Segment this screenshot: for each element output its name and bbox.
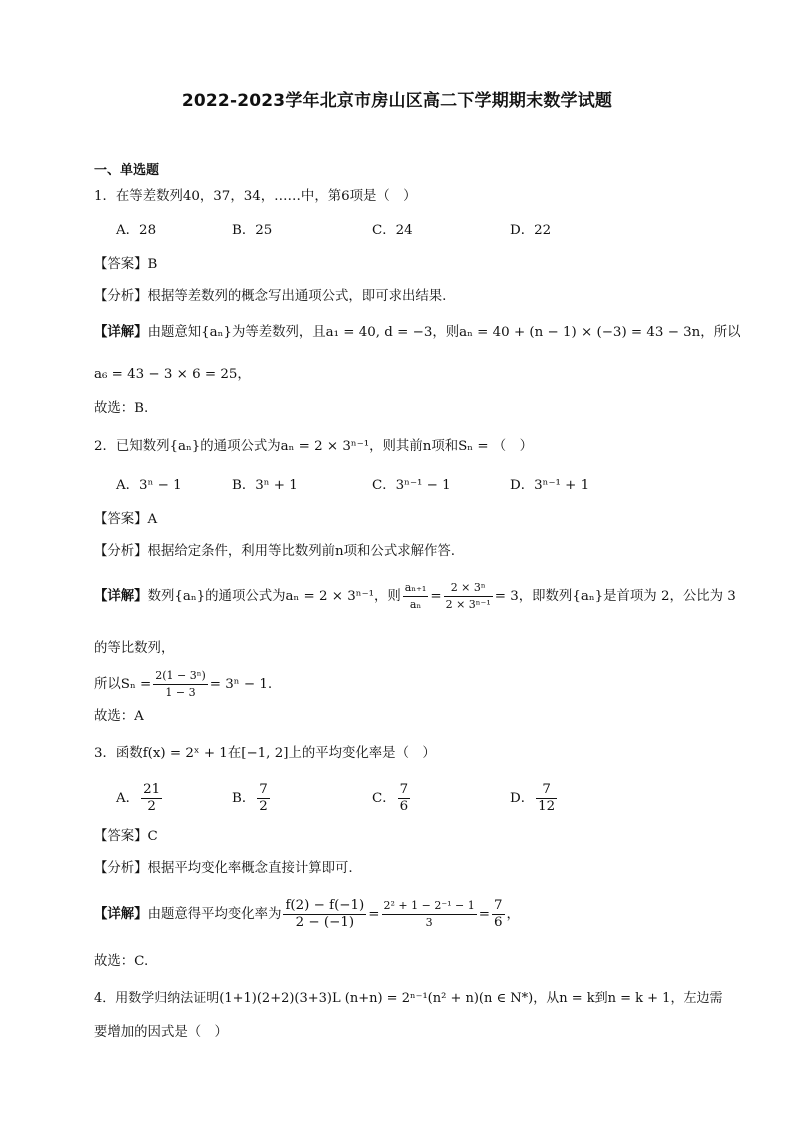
q3-choose: 故选：C. xyxy=(94,954,149,969)
q1-detail-tag: 【详解】 xyxy=(94,325,148,340)
q3-option-d-label: D． xyxy=(510,791,535,806)
q3-option-a-denominator: 2 xyxy=(147,799,156,814)
q3-option-d-denominator: 12 xyxy=(538,799,556,814)
q3-option-d-fraction xyxy=(536,782,557,815)
q3-option-a xyxy=(116,782,164,815)
q1-option-b: B．25 xyxy=(232,223,273,238)
q4-stem-line1: 4．用数学归纳法证明(1+1)(2+2)(3+3)L (n+n) = 2ⁿ⁻¹(n² + n)(n ∈ N*)，从n = k到n = k + 1，左边需 xyxy=(94,991,723,1006)
q3-fraction-c xyxy=(492,898,505,931)
q1-option-d: D．22 xyxy=(510,223,552,238)
q2-frac1-denominator: aₙ xyxy=(409,598,422,611)
q3-option-b-denominator: 2 xyxy=(259,799,268,814)
q3-option-c-denominator: 6 xyxy=(399,799,409,814)
q3-option-c xyxy=(372,782,412,815)
q3-option-a-numerator: 21 xyxy=(143,782,161,797)
q3-option-b xyxy=(232,782,272,815)
q2-frac1-numerator: aₙ₊₁ xyxy=(403,580,429,597)
q3-option-c-label: C． xyxy=(372,791,396,806)
q2-analysis: 【分析】根据给定条件，利用等比数列前n项和公式求解作答. xyxy=(94,544,456,559)
q2-answer: 【答案】A xyxy=(94,512,158,527)
q1-detail-line1 xyxy=(94,324,740,342)
q1-stem: 1．在等差数列40，37，34，……中，第6项是（ ） xyxy=(94,189,417,204)
page-title: 2022-2023学年北京市房山区高二下学期期末数学试题 xyxy=(181,91,613,111)
q2-option-c: C．3ⁿ⁻¹ − 1 xyxy=(372,478,451,493)
q2-detail-post: = 3，即数列{aₙ}是首项为 2，公比为 3 xyxy=(494,589,736,604)
q2-equals: = xyxy=(430,589,442,604)
q2-stem: 2．已知数列{aₙ}的通项公式为aₙ = 2 × 3ⁿ⁻¹，则其前n项和Sₙ = （ ） xyxy=(94,439,533,454)
q1-answer: 【答案】B xyxy=(94,257,158,272)
q3-option-d xyxy=(510,782,559,815)
q3-fraction-b xyxy=(382,898,477,931)
q3-fraction-a-numerator: f(2) − f(−1) xyxy=(285,898,365,913)
q1-detail-line2: a₆ = 43 − 3 × 6 = 25， xyxy=(94,367,251,382)
q1-analysis: 【分析】根据等差数列的概念写出通项公式，即可求出结果. xyxy=(94,289,447,304)
q2-sum-pre: 所以Sₙ = xyxy=(94,677,152,692)
q3-fraction-c-numerator: 7 xyxy=(494,898,503,913)
q3-fraction-b-numerator: 2² + 1 − 2⁻¹ − 1 xyxy=(382,898,477,915)
q2-frac3-denominator: 1 − 3 xyxy=(165,686,196,699)
q1-option-a: A．28 xyxy=(116,223,157,238)
q3-option-a-fraction xyxy=(141,782,162,815)
q2-sum-post: = 3ⁿ − 1. xyxy=(209,677,273,692)
q1-choose: 故选：B. xyxy=(94,401,149,416)
q2-frac3-numerator: 2(1 − 3ⁿ) xyxy=(153,668,208,685)
q2-option-d: D．3ⁿ⁻¹ + 1 xyxy=(510,478,590,493)
q2-fraction-value xyxy=(444,580,493,613)
q2-detail-tag: 【详解】 xyxy=(94,589,148,604)
q2-frac2-numerator: 2 × 3ⁿ xyxy=(444,580,493,597)
q3-option-d-numerator: 7 xyxy=(536,782,557,799)
q3-fraction-a-denominator: 2 − (−1) xyxy=(295,915,355,930)
q3-option-a-label: A． xyxy=(116,791,140,806)
q3-detail-line xyxy=(94,898,520,931)
q3-detail-tag: 【详解】 xyxy=(94,907,148,922)
q3-analysis: 【分析】根据平均变化率概念直接计算即可. xyxy=(94,861,353,876)
q3-equals-2: = xyxy=(478,907,490,922)
q3-fraction-c-denominator: 6 xyxy=(494,915,503,930)
q2-frac2-denominator: 2 × 3ⁿ⁻¹ xyxy=(445,598,491,611)
q2-detail-line2: 的等比数列， xyxy=(94,641,175,656)
q3-option-b-fraction xyxy=(257,782,270,815)
q2-sum-fraction xyxy=(153,668,208,701)
q2-detail-pre: 数列{aₙ}的通项公式为aₙ = 2 × 3ⁿ⁻¹，则 xyxy=(147,589,401,604)
q3-option-b-label: B． xyxy=(232,791,256,806)
q1-detail-text: 由题意知{aₙ}为等差数列，且a₁ = 40, d = −3，则aₙ = 40 + (n − 1) × (−3) = 43 − 3n，所以 xyxy=(147,325,741,340)
q3-detail-pre: 由题意得平均变化率为 xyxy=(147,907,282,922)
q3-option-b-numerator: 7 xyxy=(259,782,268,797)
q4-stem-line2: 要增加的因式是（ ） xyxy=(94,1025,228,1040)
section-heading: 一、单选题 xyxy=(94,163,160,178)
q3-equals-1: = xyxy=(368,907,380,922)
q3-answer: 【答案】C xyxy=(94,829,158,844)
q2-option-b: B．3ⁿ + 1 xyxy=(232,478,298,493)
q3-option-c-numerator: 7 xyxy=(399,782,409,797)
q1-option-c: C．24 xyxy=(372,223,413,238)
q2-fraction-ratio xyxy=(403,580,429,613)
q3-option-c-fraction xyxy=(398,782,411,815)
q3-stem: 3．函数f(x) = 2ˣ + 1在[−1, 2]上的平均变化率是（ ） xyxy=(94,746,436,761)
q3-detail-post: ， xyxy=(506,907,520,922)
q2-detail-line1 xyxy=(94,580,736,613)
q2-choose: 故选：A xyxy=(94,709,144,724)
q3-fraction-a xyxy=(283,898,366,931)
q2-option-a: A．3ⁿ − 1 xyxy=(116,478,182,493)
q2-detail-line3 xyxy=(94,668,272,701)
q3-fraction-b-denominator: 3 xyxy=(425,916,433,929)
